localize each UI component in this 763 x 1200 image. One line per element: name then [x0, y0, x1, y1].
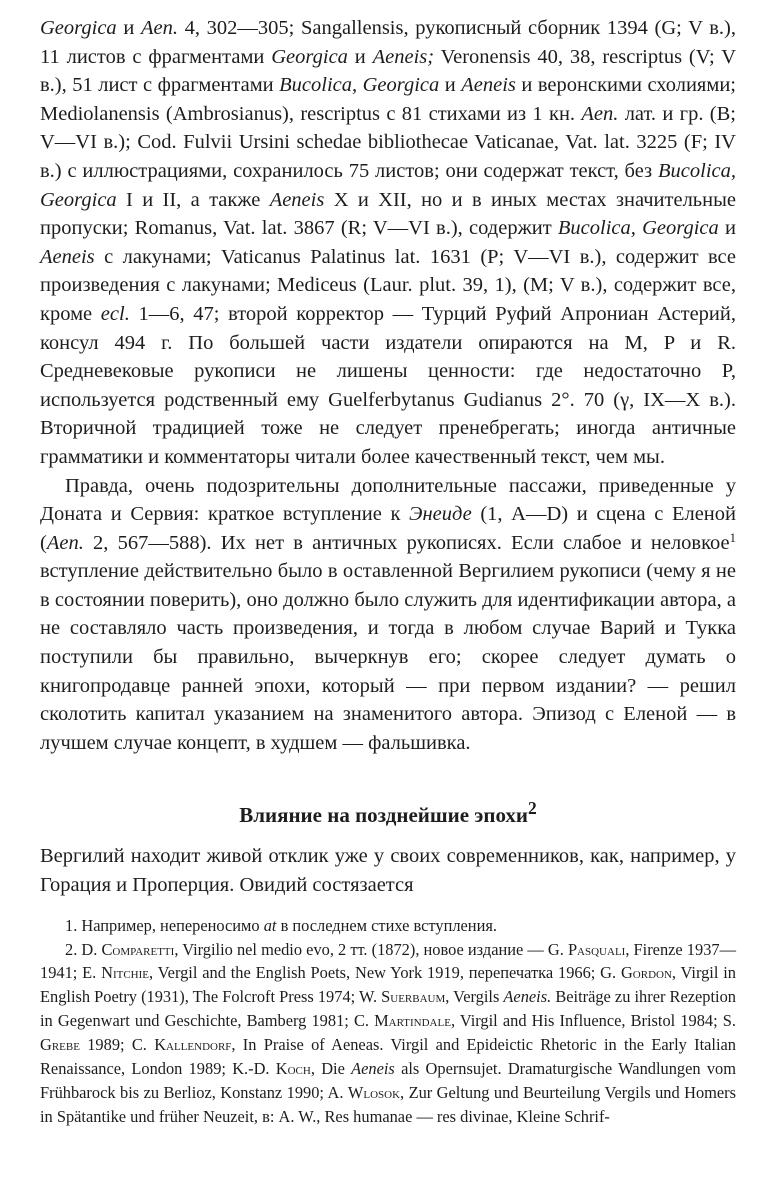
text-run: в последнем стихе вступления.	[276, 915, 497, 935]
author-name: Wlosok	[347, 1082, 401, 1102]
footnote-2	[40, 938, 736, 1129]
section-heading-footnote-mark: 2	[528, 798, 537, 819]
text-run: Правда, очень подозрительны дополнительные пассажи, приведенные у Доната и Сервия: краткое вступление к	[40, 474, 736, 526]
text-run: Veronensis 40, 38, rescriptus (V; V в.), 51 лист с фрагментами	[40, 45, 736, 97]
italic-run: Bucolica, Georgica	[557, 217, 719, 240]
italic-run: Aeneis.	[503, 987, 552, 1007]
text-run: 4, 302—305; Sangallensis, рукописный сборник 1394 (G; V в.), 11 листов с фрагментами	[40, 17, 736, 68]
text-run: X и XII, но и в иных местах значительные пропуски; Romanus, Vat. lat. 3867 (R; V—VI в.), содержит	[40, 188, 736, 240]
text-run: als Opernsujet. Dramaturgische Wandlungen vom Frühbarock bis zu Berlioz, Konstanz 1990; A.	[40, 1059, 736, 1102]
italic-run: Aeneis;	[372, 45, 435, 68]
text-run: 1. Например, непереносимо	[65, 915, 264, 935]
text-run: , Zur Geltung und Beurteilung Vergils und Homers in Spätantike und früher Neuzeit, в: A. W., Res humanae — res divinae, Kleine Schrif-	[40, 1082, 737, 1126]
italic-run: ecl.	[100, 302, 130, 325]
author-name: Comparetti	[101, 939, 175, 959]
text-run: , In Praise of Aeneas. Virgil and Epideictic Rhetoric in the Early Italian Renaissance, London 1989; K.-D.	[40, 1035, 736, 1079]
text-run: , Vergil and the English Poets, New York 1919, перепечатка 1966; G.	[149, 963, 621, 983]
book-page	[40, 14, 736, 1129]
section-heading-text: Влияние на позднейшие эпохи	[239, 803, 529, 828]
text-run: , Virgil and His Influence, Bristol 1984; S.	[450, 1011, 736, 1031]
body-paragraph-interpolations	[40, 472, 736, 758]
text-run: I и II, а также	[116, 188, 270, 211]
text-run: и	[116, 17, 141, 39]
author-name: Gordon	[620, 963, 672, 983]
text-run: лат. и гр. (B; V—VI в.); Cod. Fulvii Ursini schedae bibliothecae Vaticanae, Vat. lat. 3225 (F; IV в.) с иллюстрациями, сохранилось 75 листов; они содержат текст, без	[40, 102, 736, 182]
italic-run: Bucolica, Georgica	[279, 74, 440, 97]
author-name: Grebe	[40, 1035, 80, 1055]
text-run: с лакунами; Vaticanus Palatinus lat. 1631 (P; V—VI в.), содержит все произведения с лакунами; Mediceus (Laur. plut. 39, 1), (M; V в.), содержит все, кроме	[40, 245, 736, 325]
text-run: 1989; C.	[79, 1035, 155, 1055]
italic-run: Aen.	[581, 102, 619, 125]
author-name: Suerbaum	[381, 987, 446, 1007]
section-heading	[40, 793, 736, 830]
text-run: и	[439, 74, 462, 97]
italic-run: Aeneis	[40, 245, 95, 268]
text-run: Beiträge zu ihrer Rezeption in Gegenwart und Geschichte, Bamberg 1981; C.	[40, 987, 736, 1031]
text-run: и	[718, 217, 736, 240]
text-run: и веронскими схолиями; Mediolanensis (Ambrosianus), rescriptus с 81 стихами из 1 кн.	[40, 74, 736, 125]
footnote-mark: 1	[729, 530, 736, 545]
text-run: 1—6, 47; второй корректор — Турций Руфий Апрониан Астерий, консул 494 г. По большей части издатели опираются на M, P и R. Средневековые рукописи не лишены ценности: где недостаточно P, используется родственный ему Guelferbytanus Gudianus 2°. 70 (γ, IX—X в.). Вторичной традицией тоже не следует пренебрегать; иногда античные грамматики и комментаторы читали более качественный текст, чем мы.	[40, 302, 736, 468]
text-run: вступление действительно было в оставленной Вергилием рукописи (чему я не в состоянии поверить), оно должно было служить для идентификации автора, а не составляло часть произведения, и тогда в любом случае Варий и Тукка поступили бы правильно, вычеркнув его; скорее следует думать о книгопродавце ранней эпохи, который — при первом издании? — решил сколотить капитал указанием на знаменитого автора. Эпизод с Еленой — в лучшем случае концепт, в худшем — фальшивка.	[40, 560, 736, 754]
italic-run: Georgica	[40, 17, 117, 39]
author-name: Kallendorf	[154, 1035, 232, 1055]
text-run: , Virgilio nel medio evo, 2 тт. (1872), новое издание — G.	[174, 939, 568, 959]
text-run: 2. D.	[65, 939, 102, 959]
italic-run: Aeneis	[461, 74, 516, 97]
italic-run: at	[263, 915, 277, 935]
footnotes	[40, 914, 736, 1129]
italic-run: Aeneis	[269, 188, 325, 211]
text-run: 2, 567—588). Их нет в античных рукописях. Если слабое и неловкое	[83, 531, 730, 554]
body-paragraph-manuscripts	[40, 14, 736, 472]
text-run: , Die	[310, 1059, 352, 1079]
italic-run: Энеиде	[409, 503, 472, 526]
text-run: , Vergils	[445, 987, 504, 1007]
italic-run: Georgica	[271, 45, 348, 68]
author-name: Martindale	[374, 1011, 451, 1031]
italic-run: Aen.	[46, 531, 84, 554]
author-name: Nitchie	[101, 963, 150, 983]
author-name: Pasquali	[567, 939, 626, 959]
italic-run: Aeneis	[351, 1059, 395, 1079]
section-intro-paragraph: Вергилий находит живой отклик уже у своих современников, как, например, у Горация и Проперция. Овидий состязается	[40, 845, 736, 897]
author-name: Koch	[275, 1059, 311, 1079]
text-run: и	[347, 45, 373, 68]
text-run: , Virgil in English Poetry (1931), The Folcroft Press 1974; W.	[40, 963, 737, 1007]
italic-run: Aen.	[140, 17, 178, 39]
text-run: (1, A—D) и сцена с Еленой (	[40, 503, 736, 554]
italic-run: Bucolica, Georgica	[40, 159, 736, 211]
footnote-1	[40, 914, 736, 938]
text-run: , Firenze 1937—1941; E.	[40, 939, 736, 983]
